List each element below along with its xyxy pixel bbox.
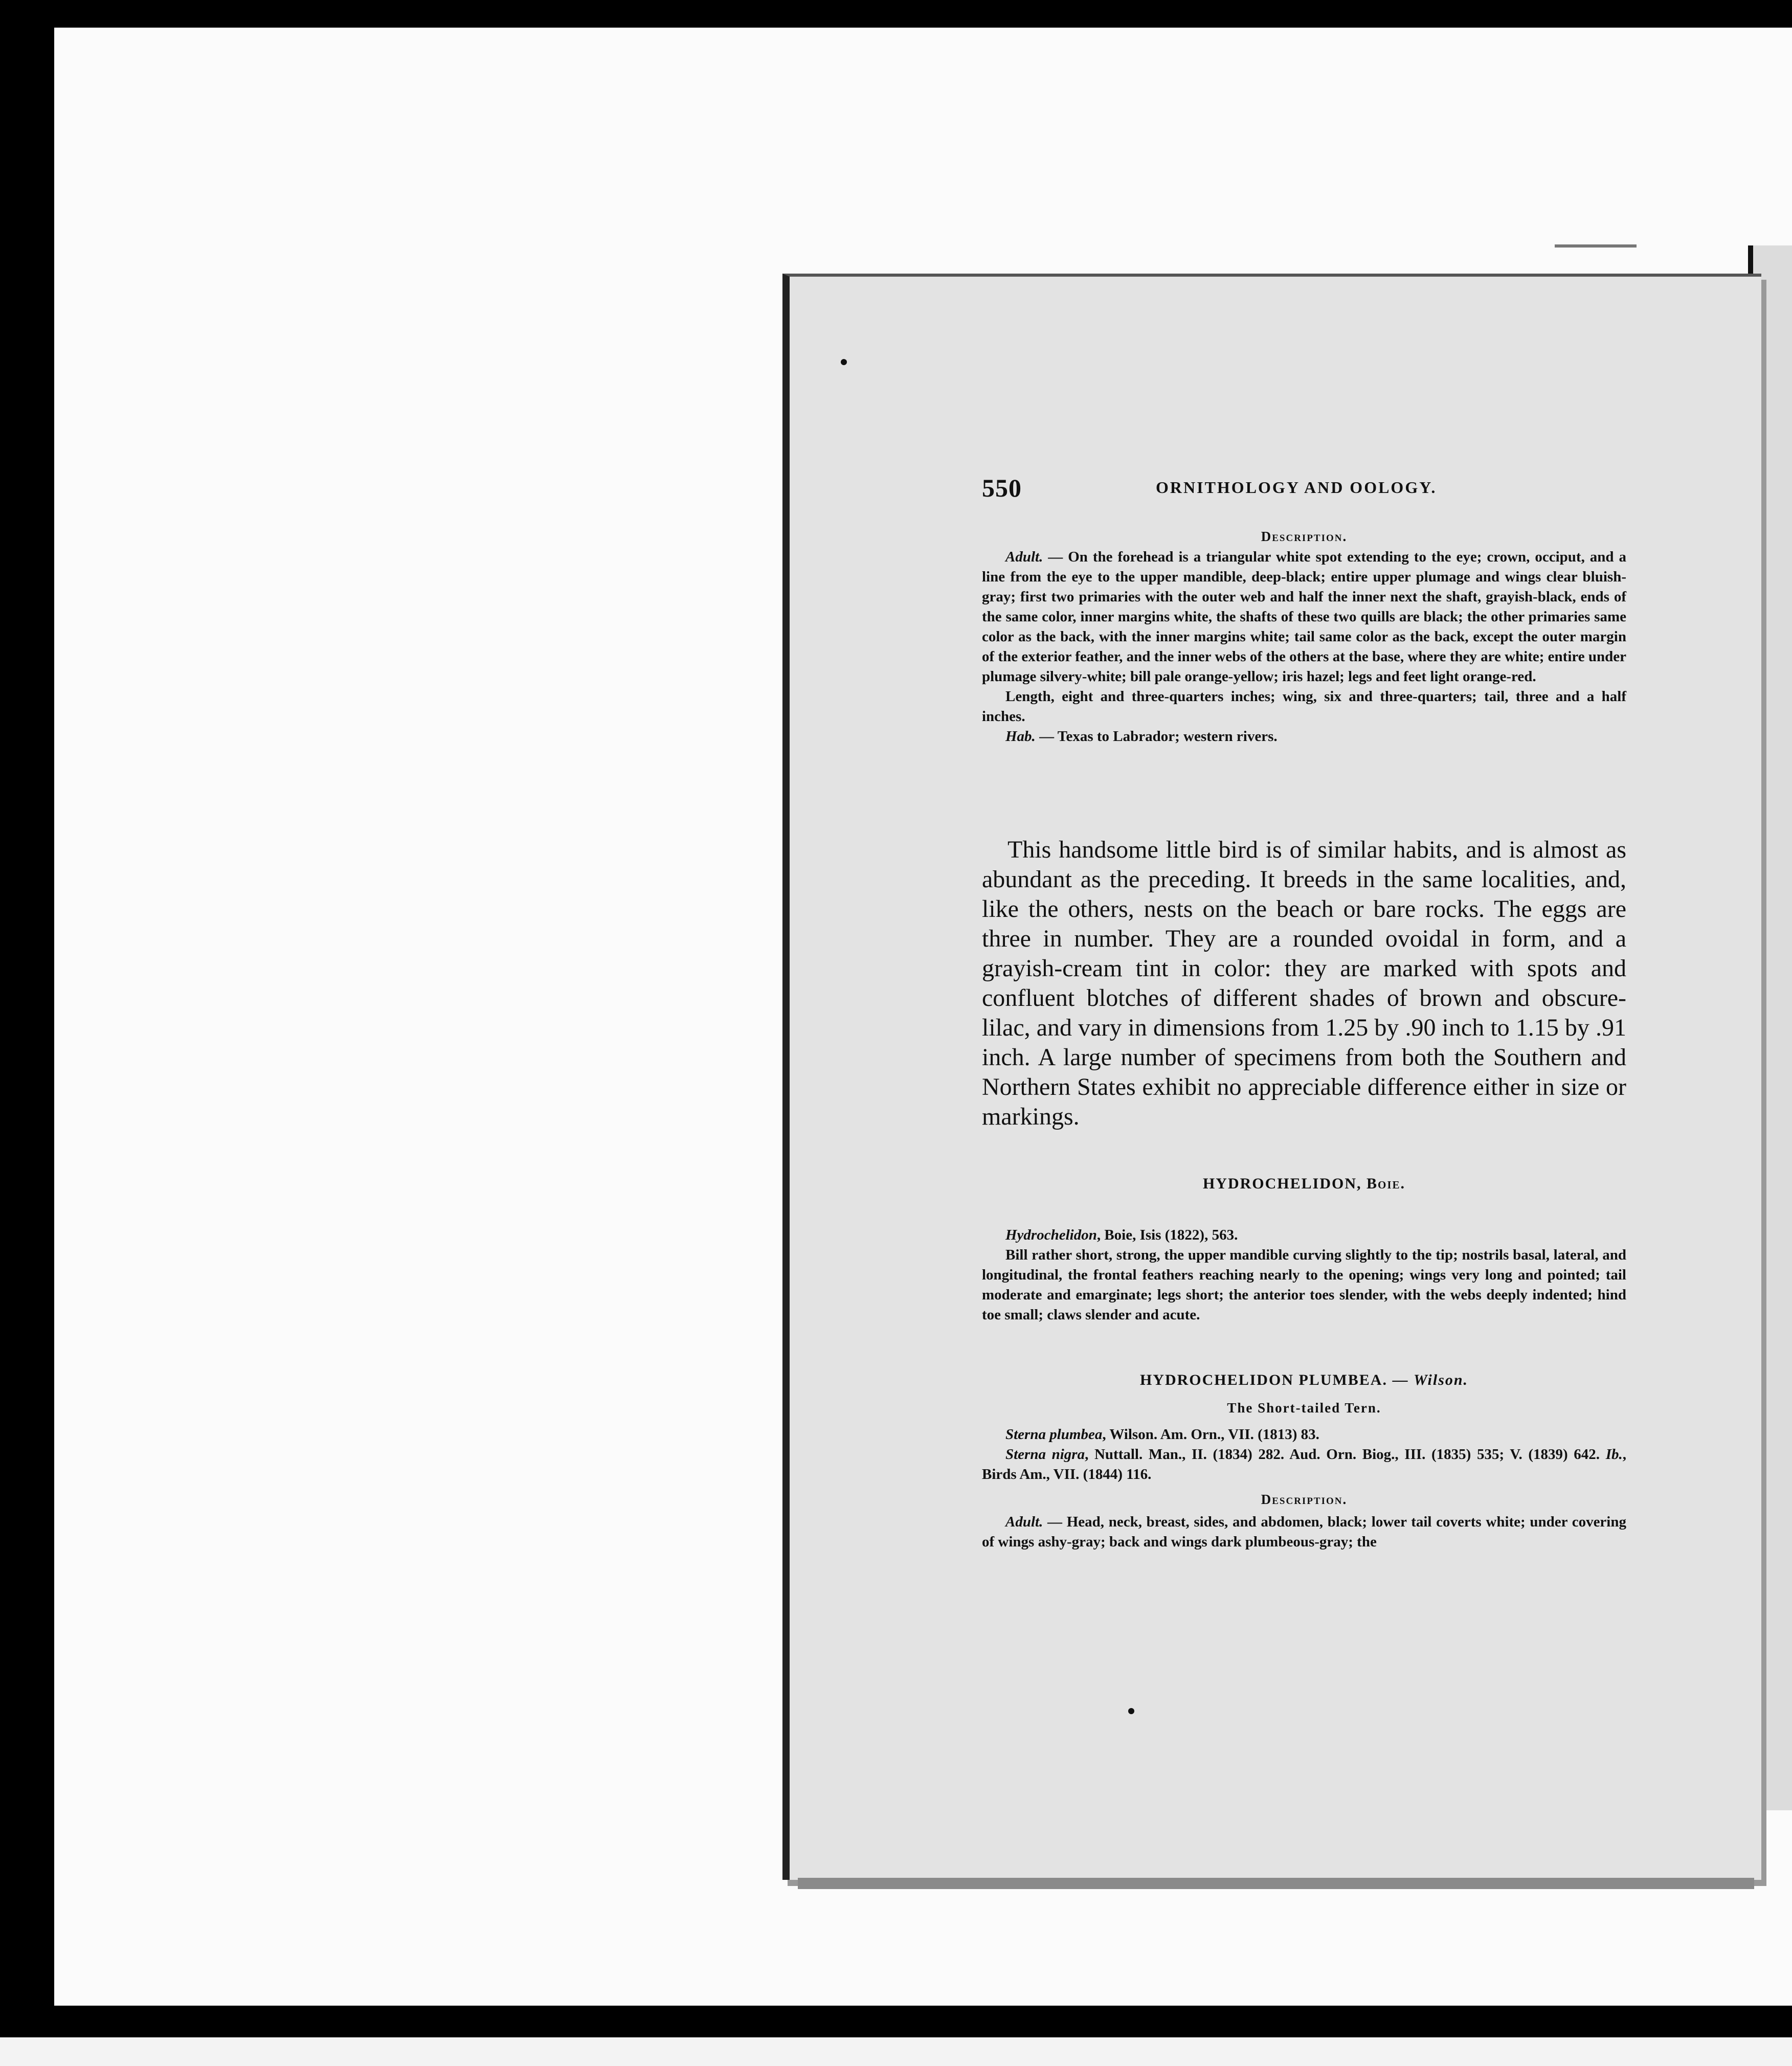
species-name: HYDROCHELIDON PLUMBEA. —	[1139, 1372, 1414, 1388]
common-name: The Short-tailed Tern.	[1227, 1400, 1381, 1416]
description-body	[982, 547, 1626, 747]
description-section	[982, 527, 1626, 747]
page-speck	[1128, 1708, 1134, 1714]
hab-label: Hab.	[1005, 728, 1036, 745]
species-section	[982, 1372, 1626, 1552]
synonymy	[982, 1425, 1626, 1485]
film-border-left	[0, 0, 31, 2066]
genus-section	[982, 1175, 1626, 1325]
genus-ref-name: Hydrochelidon	[1005, 1227, 1097, 1243]
adult-label: Adult.	[1005, 1514, 1043, 1530]
hab-text: — Texas to Labrador; western rivers.	[1035, 728, 1278, 745]
adult-text: — Head, neck, breast, sides, and abdomen, black; lower tail coverts white; under covering of wings ashy-gray; back and wings dark plumbeous-gray; the	[982, 1514, 1626, 1550]
synonym-name: Sterna nigra	[1005, 1446, 1085, 1463]
page-number: 550	[982, 474, 1022, 502]
running-head: ORNITHOLOGY AND OOLOGY.	[1156, 478, 1437, 497]
synonym-ref: , Wilson. Am. Orn., VII. (1813) 83.	[1102, 1426, 1319, 1443]
ibid-mark: Ib.	[1605, 1446, 1623, 1463]
film-border-bottom	[0, 2006, 1792, 2037]
adult-text: — On the forehead is a triangular white spot extending to the eye; crown, occiput, and a line from the eye to the upper mandible, deep-black; entire upper plumage and wings clear bluish-gray; first two primaries with the outer web and half the inner next the shaft, grayish-black, ends of the same color, inner margins white, the shafts of these two quills are black; the other primaries same color as the back, with the inner margins white; tail same color as the back, except the outer margin of the exterior feather, and the inner webs of the others at the base, where they are white; entire under plumage silvery-white; bill pale orange-yellow; iris hazel; legs and feet light orange-red.	[982, 549, 1626, 685]
genus-heading	[982, 1175, 1626, 1193]
genus-reference	[982, 1225, 1626, 1245]
length-line: Length, eight and three-quarters inches; wing, six and three-quarters; tail, three and a half inches.	[982, 688, 1626, 725]
synonym-name: Sterna plumbea	[1005, 1426, 1103, 1443]
habitat-line	[982, 727, 1626, 747]
synonym-ref: , Nuttall. Man., II. (1834) 282. Aud. Orn. Biog., III. (1835) 535; V. (1839) 642.	[1085, 1446, 1606, 1463]
main-paragraph	[982, 835, 1626, 1132]
film-border-top	[0, 0, 1792, 28]
page-shadow	[798, 1878, 1754, 1889]
adult-description	[982, 547, 1626, 687]
page-speck	[841, 359, 847, 365]
description-heading: Description.	[1261, 529, 1348, 544]
adult-label: Adult.	[1005, 549, 1043, 565]
synonym-line	[982, 1425, 1626, 1445]
scan-mark	[1555, 244, 1637, 248]
film-strip-bottom	[0, 2037, 1792, 2066]
description-heading: Description.	[1261, 1492, 1348, 1507]
body-paragraph: This handsome little bird is of similar habits, and is almost as abundant as the preceding. It breeds in the same localities, and, like the others, nests on the beach or bare rocks. The eggs are three in number. They are a rounded ovoidal in form, and a grayish-cream tint in color: they are marked with spots and confluent blotches of different shades of brown and obscure-lilac, and vary in dimensions from 1.25 by .90 inch to 1.15 by .91 inch. A large number of specimens from both the Southern and Northern States exhibit no appreciable difference either in size or markings.	[982, 836, 1626, 1130]
species-description	[982, 1512, 1626, 1552]
genus-ref-rest: , Boie, Isis (1822), 563.	[1096, 1227, 1238, 1243]
genus-authority: Boie.	[1367, 1175, 1406, 1192]
genus-name: HYDROCHELIDON,	[1202, 1175, 1367, 1192]
synonym-line	[982, 1445, 1626, 1485]
synonym-ref-end: , Birds Am., VII. (1844) 116.	[982, 1446, 1626, 1483]
species-authority: Wilson.	[1413, 1372, 1469, 1388]
species-adult-description	[982, 1512, 1626, 1552]
page-header	[982, 473, 1626, 504]
genus-body	[982, 1225, 1626, 1325]
species-heading	[982, 1372, 1626, 1389]
genus-description: Bill rather short, strong, the upper mandible curving slightly to the tip; nostrils basal, lateral, and longitudinal, the frontal feathers reaching nearly to the opening; wings very long and pointed; tail moderate and emarginate; legs short; the anterior toes slender, with the webs deeply indented; hind toe small; claws slender and acute.	[982, 1247, 1626, 1323]
